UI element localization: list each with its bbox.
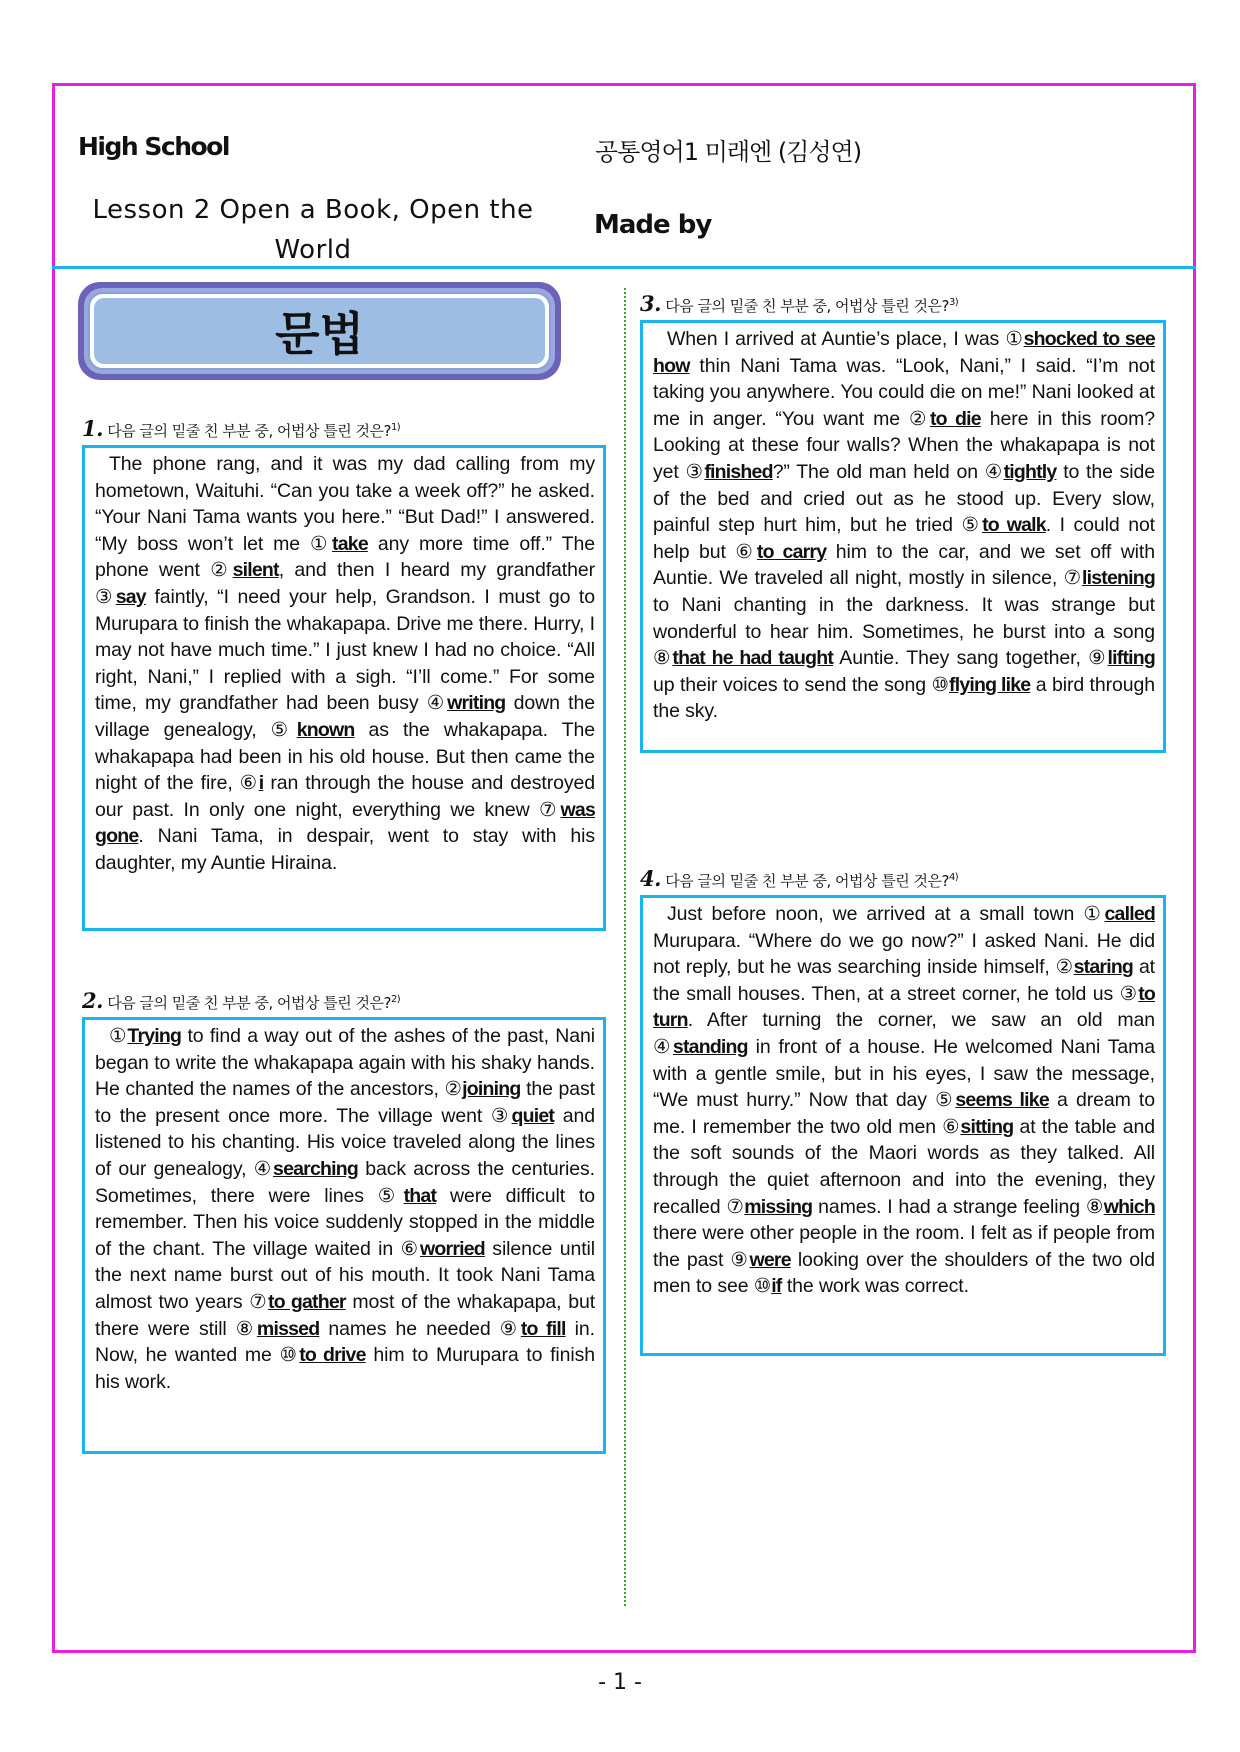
passage-text-segment: and listened to his chanting. His voice traveled along the lines of our genealogy,	[95, 1104, 595, 1180]
question-prompt: 다음 글의 밑줄 친 부분 중, 어법상 틀린 것은?	[665, 872, 949, 890]
choice-number: ④	[426, 692, 448, 715]
choice-number: ④	[984, 460, 1004, 483]
choice-number: ③	[1119, 982, 1139, 1005]
passage-text-segment: thin Nani Tama was. “Look, Nani,” I said. “I’m not taking you anywhere. You could die on me!” Nani looked at me in anger. “You want me	[653, 354, 1155, 430]
choice-number: ①	[1005, 328, 1024, 350]
passage-text-segment: . I could not help but	[653, 514, 1156, 563]
choice-number: ②	[1055, 956, 1074, 979]
question-2-heading	[82, 988, 400, 1013]
passage-text-segment: silence until the next name burst out of his mouth. It took Nani Tama almost two years	[95, 1237, 595, 1313]
underlined-choice: quiet	[511, 1104, 555, 1127]
passage-text-segment: most of the whakapapa, but there were still	[95, 1290, 596, 1340]
passage-text-segment: were difficult to remember. Then his voice suddenly stopped in the middle of the chant. The village waited in	[95, 1184, 595, 1260]
section-badge	[78, 282, 561, 380]
choice-number: ②	[908, 407, 930, 430]
passage-text-segment: ?” The old man held on	[772, 460, 985, 483]
passage-text	[95, 451, 595, 877]
passage-text-segment: here in this room? Looking at these four walls? When the whakapapa is not yet	[653, 407, 1155, 483]
choice-number: ⑥	[942, 1115, 961, 1138]
passage-text-segment: the past to the present once more. The village went	[95, 1078, 596, 1127]
question-number: 2.	[82, 988, 103, 1013]
underlined-choice: if	[771, 1275, 782, 1298]
passage-text-segment: back across the centuries. Sometimes, there were lines	[95, 1157, 595, 1207]
passage-text-segment: at the small houses. Then, at a street corner, he told us	[653, 956, 1156, 1005]
choice-number: ⑤	[961, 514, 983, 537]
passage-text-segment: down the village genealogy,	[95, 692, 595, 741]
passage-text-segment: , and then I heard my grandfather	[278, 559, 595, 582]
underlined-choice: Trying	[127, 1025, 182, 1047]
question-4-passage	[640, 895, 1166, 1356]
underlined-choice: sitting	[960, 1115, 1014, 1138]
choice-number: ⑤	[270, 718, 297, 741]
choice-number: ⑦	[1063, 567, 1083, 590]
underlined-choice: say	[115, 585, 146, 608]
page-number: - 1 -	[598, 1670, 642, 1695]
choice-number: ⑨	[499, 1317, 521, 1340]
question-prompt: 다음 글의 밑줄 친 부분 중, 어법상 틀린 것은?	[665, 297, 949, 315]
choice-number: ⑤	[935, 1089, 956, 1112]
underlined-choice: to carry	[756, 540, 827, 563]
passage-text-segment: up their voices to send the song	[653, 673, 932, 696]
question-1-passage	[82, 445, 606, 931]
choice-number: ⑦	[539, 798, 561, 821]
underlined-choice: to die	[929, 407, 981, 430]
choice-number: ②	[444, 1078, 463, 1101]
question-prompt: 다음 글의 밑줄 친 부분 중, 어법상 틀린 것은?	[107, 994, 391, 1012]
underlined-choice: to fill	[520, 1317, 566, 1340]
underlined-choice: to gather	[268, 1290, 346, 1313]
passage-text-segment: The phone rang, and it was my dad calling from my hometown, Waituhi. “Can you take a week off?” he asked. “Your Nani Tama wants you here.” “But Dad!” I answered. “My boss won’t let me	[95, 453, 595, 555]
underlined-choice: finished	[704, 460, 773, 483]
question-number: 4.	[640, 866, 661, 891]
choice-number: ⑦	[249, 1290, 269, 1313]
choice-number: ⑨	[1088, 647, 1108, 670]
passage-text-segment: names. I had a strange feeling	[812, 1195, 1086, 1218]
underlined-choice: to walk	[982, 514, 1046, 537]
choice-number: ⑦	[726, 1195, 745, 1218]
underlined-choice: that he had taught	[672, 647, 834, 670]
underlined-choice: were	[749, 1248, 791, 1271]
footnote-ref: 3)	[948, 297, 959, 308]
underlined-choice: which	[1103, 1195, 1155, 1218]
choice-number: ⑤	[377, 1184, 404, 1207]
choice-number: ①	[109, 1025, 128, 1047]
underlined-choice: listening	[1082, 567, 1155, 590]
choice-number: ②	[210, 559, 233, 582]
passage-text-segment: at the table and the soft sounds of the Maori words as they talked. All through the quiet afternoon and into the evening, they recalled	[653, 1115, 1155, 1218]
passage-text-segment: When I arrived at Auntie’s place, I was	[667, 328, 1006, 350]
passage-text-segment: him to the car, and we set off with Auntie. We traveled all night, mostly in silence,	[653, 540, 1155, 590]
choice-number: ⑨	[730, 1248, 750, 1271]
underlined-choice: joining	[462, 1078, 521, 1101]
passage-text-segment: . After turning the corner, we saw an old man	[687, 1009, 1155, 1032]
choice-number: ⑧	[653, 647, 673, 670]
choice-number: ①	[1083, 903, 1105, 925]
choice-number: ③	[685, 460, 705, 483]
column-divider	[624, 288, 626, 1606]
question-number: 3.	[640, 291, 661, 316]
underlined-choice: worried	[420, 1237, 485, 1260]
passage-text-segment: Murupara. “Where do we go now?” I asked Nani. He did not reply, but he was searching inside himself,	[653, 929, 1155, 979]
question-4-heading	[640, 866, 958, 891]
choice-number: ⑧	[1085, 1195, 1104, 1218]
passage-text-segment: a dream to me. I remember the two old men	[653, 1089, 1155, 1138]
passage-text-segment: a bird through the sky.	[653, 673, 1155, 723]
choice-number: ⑩	[931, 673, 950, 696]
footnote-ref: 2)	[390, 994, 401, 1005]
passage-text-segment: ran through the house and destroyed our past. In only one night, everything we knew	[95, 772, 596, 821]
underlined-choice: writing	[447, 692, 506, 715]
choice-number: ⑥	[735, 540, 757, 563]
choice-number: ⑩	[279, 1344, 300, 1367]
choice-number: ①	[310, 532, 333, 555]
underlined-choice: to drive	[299, 1344, 366, 1367]
underlined-choice: to turn	[653, 982, 1155, 1032]
underlined-choice: called	[1104, 903, 1155, 925]
choice-number: ⑥	[239, 772, 259, 795]
passage-text-segment: Just before noon, we arrived at a small town	[667, 903, 1084, 925]
choice-number: ④	[653, 1035, 673, 1058]
underlined-choice: was gone	[95, 798, 596, 848]
underlined-choice: missing	[744, 1195, 813, 1218]
passage-text	[653, 326, 1155, 725]
passage-text-segment: . Nani Tama, in despair, went to stay with his daughter, my Auntie Hiraina.	[95, 825, 595, 874]
passage-text	[653, 901, 1155, 1300]
passage-text-segment: to Nani chanting in the darkness. It was strange but wonderful to hear him. Sometimes, he burst into a song	[653, 593, 1155, 643]
question-1-heading	[82, 416, 400, 441]
choice-number: ③	[95, 585, 116, 608]
underlined-choice: missed	[256, 1317, 320, 1340]
underlined-choice: staring	[1073, 956, 1134, 979]
underlined-choice: lifting	[1107, 647, 1155, 670]
passage-text-segment: any more time off.” The phone went	[95, 532, 595, 582]
choice-number: ④	[253, 1157, 274, 1180]
passage-text	[95, 1023, 595, 1395]
made-by: Made by	[594, 210, 712, 240]
underlined-choice: standing	[672, 1035, 748, 1058]
passage-text-segment: Auntie. They sang together,	[833, 647, 1089, 670]
passage-text-segment: the work was correct.	[781, 1275, 969, 1298]
choice-number: ⑧	[235, 1317, 257, 1340]
underlined-choice: that	[403, 1184, 437, 1207]
underlined-choice: shocked to see how	[653, 328, 1155, 377]
question-3-passage	[640, 320, 1166, 753]
passage-text-segment: faintly, “I need your help, Grandson. I must go to Murupara to finish the whakapapa. Drive me there. Hurry, I may not have much time.” I just knew I had no choice. “All right, Nani,” I replied with a sigh. “I’ll come.” For some time, my grandfather had been busy	[95, 585, 595, 715]
underlined-choice: seems like	[955, 1089, 1049, 1112]
underlined-choice: silent	[232, 559, 279, 582]
school-level: High School	[78, 132, 229, 161]
underlined-choice: searching	[273, 1157, 358, 1180]
footnote-ref: 4)	[948, 872, 959, 883]
underlined-choice: flying like	[949, 673, 1031, 696]
passage-text-segment: names he needed	[319, 1317, 500, 1340]
passage-text-segment: looking over the shoulders of the two old men to see	[653, 1248, 1155, 1298]
footnote-ref: 1)	[390, 422, 401, 433]
underlined-choice: tightly	[1003, 460, 1057, 483]
passage-text-segment: to the side of the bed and cried out as he stood up. Every slow, painful step hurt him, but he tried	[653, 460, 1156, 537]
underlined-choice: known	[296, 718, 355, 741]
choice-number: ⑩	[753, 1275, 772, 1298]
lesson-title: Lesson 2 Open a Book, Open the World	[92, 195, 534, 265]
question-number: 1.	[82, 416, 103, 441]
question-2-passage	[82, 1017, 606, 1454]
underlined-choice: i	[258, 772, 264, 795]
passage-text-segment: as the whakapapa. The whakapapa had been in his old house. But then came the night of the fire,	[95, 718, 595, 795]
passage-text-segment: in. Now, he wanted me	[95, 1317, 595, 1367]
passage-text-segment: in front of a house. He welcomed Nani Tama with a gentle smile, but in his eyes, I saw the message, “We must hurry.” Now that day	[653, 1035, 1155, 1112]
underlined-choice: take	[332, 532, 368, 555]
passage-text-segment: to find a way out of the ashes of the past, Nani began to write the whakapapa again with his shaky hands. He chanted the names of the ancestors,	[95, 1025, 595, 1101]
passage-text-segment: him to Murupara to finish his work.	[95, 1344, 595, 1393]
section-badge-label: 문법	[94, 298, 545, 364]
passage-text-segment: there were other people in the room. I felt as if people from the past	[653, 1222, 1155, 1271]
choice-number: ③	[490, 1104, 512, 1127]
textbook-title: 공통영어1 미래엔 (김성연)	[595, 138, 862, 166]
question-3-heading	[640, 291, 958, 316]
choice-number: ⑥	[400, 1237, 421, 1260]
question-prompt: 다음 글의 밑줄 친 부분 중, 어법상 틀린 것은?	[107, 422, 391, 440]
